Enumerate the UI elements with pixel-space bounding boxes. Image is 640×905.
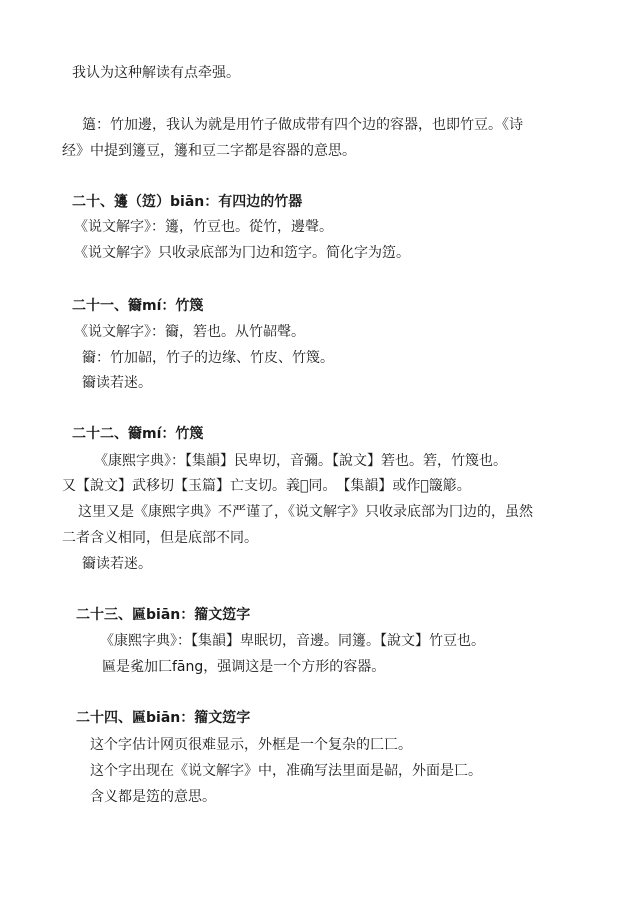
paragraph-line: 这个字估计网页很难显示，外框是一个复杂的匚匸。	[90, 737, 412, 753]
paragraph-line: 《康熙字典》：【集韻】民卑切，音彌。【說文】箬也。箬，竹篾也。	[94, 453, 507, 469]
paragraph-line: 又【說文】武移切【玉篇】亡支切。義𠃝同。 【集韻】或作𥳍簚簓。	[62, 478, 471, 494]
paragraph-line: 簻：竹加邊，我认为就是用竹子做成带有四个边的容器，也即竹豆。《诗	[82, 117, 523, 133]
intro-text: 我认为这种解读有点牵强。	[72, 65, 240, 81]
paragraph-line: 籋读若迷。	[82, 556, 152, 572]
paragraph-line: 匾是㝹加匚fāng，强调这是一个方形的容器。	[102, 659, 386, 675]
paragraph-line: 《说文解字》：籋，箬也。从竹𢑦聲。	[74, 324, 305, 340]
paragraph-line: 二者含义相同，但是底部不同。	[62, 530, 258, 546]
paragraph-line: 籋：竹加𢑦，竹子的边缘、竹皮、竹篾。	[82, 350, 334, 366]
section-heading: 二十二、籋mí：竹篾	[72, 426, 204, 442]
paragraph-line: 《说文解字》只收录底部为冂边和笾字。简化字为笾。	[74, 245, 410, 261]
section-heading: 二十四、匾biān：籀文笾字	[76, 710, 251, 726]
section-heading: 二十一、籋mí：竹篾	[72, 298, 204, 314]
paragraph-line: 含义都是笾的意思。	[90, 789, 216, 805]
paragraph-line: 《说文解字》：籩，竹豆也。從竹，邊聲。	[74, 219, 333, 235]
section-heading: 二十三、匾biān：籀文笾字	[76, 607, 251, 623]
paragraph-line: 籋读若迷。	[82, 375, 152, 391]
paragraph-line: 经》中提到籩豆，籩和豆二字都是容器的意思。	[62, 143, 356, 159]
section-heading: 二十、籩（笾）biān：有四边的竹器	[72, 194, 303, 210]
paragraph-line: 这里又是《康熙字典》不严谨了，《说文解字》只收录底部为冂边的，虽然	[78, 504, 533, 520]
paragraph-line: 《康熙字典》：【集韻】卑眠切，音邊。同籩。【說文】竹豆也。	[100, 633, 485, 649]
paragraph-line: 这个字出现在《说文解字》中，准确写法里面是𢑦，外面是匸。	[90, 763, 482, 779]
